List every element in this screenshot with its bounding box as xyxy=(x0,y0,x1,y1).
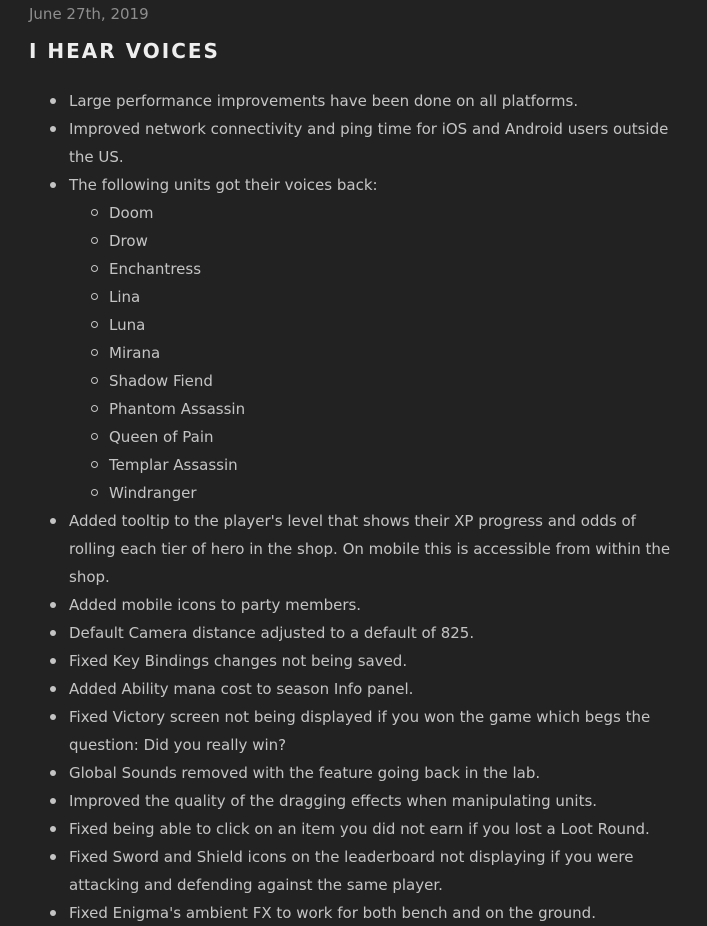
bullet-icon xyxy=(50,770,56,776)
unit-name: Doom xyxy=(109,204,154,222)
sub-list-item xyxy=(69,227,679,255)
list-item xyxy=(29,619,679,647)
list-item xyxy=(29,591,679,619)
sub-list-item xyxy=(69,479,679,507)
circle-bullet-icon xyxy=(91,237,98,244)
patch-notes-list xyxy=(29,87,679,926)
bullet-icon xyxy=(50,714,56,720)
note-text: Large performance improvements have been done on all platforms. xyxy=(69,92,579,110)
sub-list-item xyxy=(69,395,679,423)
unit-name: Drow xyxy=(109,232,148,250)
bullet-icon xyxy=(50,686,56,692)
sub-list-item xyxy=(69,311,679,339)
list-item xyxy=(29,675,679,703)
list-item xyxy=(29,787,679,815)
list-item xyxy=(29,843,679,899)
patch-title: I HEAR VOICES xyxy=(29,39,220,63)
list-item xyxy=(29,899,679,926)
patch-date: June 27th, 2019 xyxy=(29,5,149,23)
note-text: Fixed Enigma's ambient FX to work for both bench and on the ground. xyxy=(69,904,596,922)
voice-units-list xyxy=(69,199,679,507)
circle-bullet-icon xyxy=(91,461,98,468)
circle-bullet-icon xyxy=(91,293,98,300)
list-item xyxy=(29,171,679,507)
sub-list-item xyxy=(69,255,679,283)
unit-name: Enchantress xyxy=(109,260,202,278)
unit-name: Mirana xyxy=(109,344,161,362)
circle-bullet-icon xyxy=(91,209,98,216)
circle-bullet-icon xyxy=(91,377,98,384)
bullet-icon xyxy=(50,910,56,916)
bullet-icon xyxy=(50,126,56,132)
circle-bullet-icon xyxy=(91,321,98,328)
sub-list-item xyxy=(69,283,679,311)
unit-name: Windranger xyxy=(109,484,197,502)
note-text: Added mobile icons to party members. xyxy=(69,596,362,614)
circle-bullet-icon xyxy=(91,349,98,356)
sub-list-item xyxy=(69,199,679,227)
note-text: Added tooltip to the player's level that shows their XP progress and odds of rolling each tier of hero in the shop. On mobile this is accessible from within the shop. xyxy=(69,512,671,586)
bullet-icon xyxy=(50,518,56,524)
list-item xyxy=(29,759,679,787)
bullet-icon xyxy=(50,98,56,104)
bullet-icon xyxy=(50,602,56,608)
list-item xyxy=(29,703,679,759)
circle-bullet-icon xyxy=(91,405,98,412)
note-text: Added Ability mana cost to season Info panel. xyxy=(69,680,414,698)
note-text: Fixed Sword and Shield icons on the leaderboard not displaying if you were attacking and defending against the same player. xyxy=(69,848,634,894)
list-item xyxy=(29,87,679,115)
unit-name: Templar Assassin xyxy=(109,456,238,474)
sub-list-item xyxy=(69,367,679,395)
bullet-icon xyxy=(50,854,56,860)
unit-name: Shadow Fiend xyxy=(109,372,213,390)
sub-list-item xyxy=(69,423,679,451)
list-item xyxy=(29,507,679,591)
note-text: Fixed being able to click on an item you did not earn if you lost a Loot Round. xyxy=(69,820,650,838)
bullet-icon xyxy=(50,798,56,804)
note-text: Improved network connectivity and ping time for iOS and Android users outside the US. xyxy=(69,120,669,166)
circle-bullet-icon xyxy=(91,265,98,272)
note-text: The following units got their voices back: xyxy=(69,176,378,194)
note-text: Default Camera distance adjusted to a default of 825. xyxy=(69,624,475,642)
unit-name: Luna xyxy=(109,316,146,334)
circle-bullet-icon xyxy=(91,489,98,496)
list-item xyxy=(29,115,679,171)
sub-list-item xyxy=(69,339,679,367)
sub-list-item xyxy=(69,451,679,479)
unit-name: Lina xyxy=(109,288,141,306)
note-text: Improved the quality of the dragging effects when manipulating units. xyxy=(69,792,598,810)
unit-name: Queen of Pain xyxy=(109,428,214,446)
note-text: Fixed Key Bindings changes not being saved. xyxy=(69,652,408,670)
unit-name: Phantom Assassin xyxy=(109,400,246,418)
bullet-icon xyxy=(50,658,56,664)
bullet-icon xyxy=(50,630,56,636)
bullet-icon xyxy=(50,826,56,832)
list-item xyxy=(29,815,679,843)
list-item xyxy=(29,647,679,675)
bullet-icon xyxy=(50,182,56,188)
circle-bullet-icon xyxy=(91,433,98,440)
note-text: Fixed Victory screen not being displayed if you won the game which begs the question: Did you really win? xyxy=(69,708,651,754)
note-text: Global Sounds removed with the feature going back in the lab. xyxy=(69,764,541,782)
